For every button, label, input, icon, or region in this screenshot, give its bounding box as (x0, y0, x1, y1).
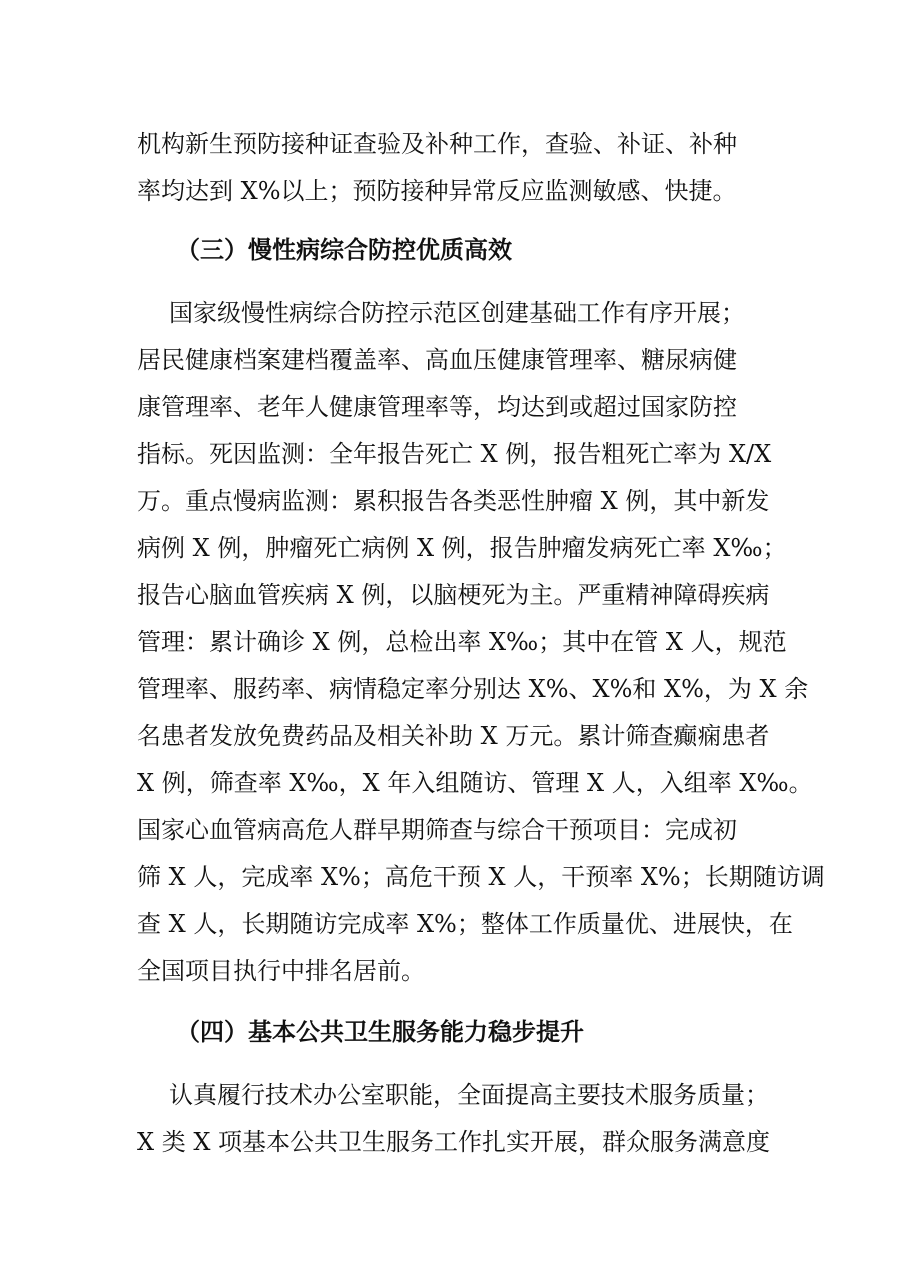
body-text-line: 国家心血管病高危人群早期筛查与综合干预项目：完成初 (137, 816, 737, 844)
body-text-line: 认真履行技术办公室职能，全面提高主要技术服务质量； (169, 1081, 769, 1109)
body-text-line: 康管理率、老年人健康管理率等，均达到或超过国家防控 (137, 393, 737, 421)
body-text-line: 率均达到 X%以上；预防接种异常反应监测敏感、快捷。 (137, 177, 737, 205)
body-text-line: 筛 X 人，完成率 X%；高危干预 X 人，干预率 X%；长期随访调 (137, 863, 825, 891)
body-text-line: 国家级慢性病综合防控示范区创建基础工作有序开展； (169, 299, 745, 327)
body-text-line: 报告心脑血管疾病 X 例，以脑梗死为主。严重精神障碍疾病 (137, 581, 770, 609)
body-text-line: 机构新生预防接种证查验及补种工作，查验、补证、补种 (137, 130, 737, 158)
body-text-line: X 例，筛查率 X‰，X 年入组随访、管理 X 人，入组率 X‰。 (137, 769, 813, 797)
body-text-line: 名患者发放免费药品及相关补助 X 万元。累计筛查癫痫患者 (137, 722, 770, 750)
body-text-line: 管理率、服药率、病情稳定率分别达 X%、X%和 X%，为 X 余 (137, 675, 809, 703)
section-heading-3: （三）慢性病综合防控优质高效 (176, 236, 512, 264)
body-text-line: 万。重点慢病监测：累积报告各类恶性肿瘤 X 例，其中新发 (137, 487, 770, 515)
section-heading-4: （四）基本公共卫生服务能力稳步提升 (176, 1018, 584, 1046)
body-text-line: 居民健康档案建档覆盖率、高血压健康管理率、糖尿病健 (137, 346, 737, 374)
body-text-line: X 类 X 项基本公共卫生服务工作扎实开展，群众服务满意度 (137, 1128, 771, 1156)
body-text-line: 管理：累计确诊 X 例，总检出率 X‰；其中在管 X 人，规范 (137, 628, 787, 656)
body-text-line: 指标。死因监测：全年报告死亡 X 例，报告粗死亡率为 X/X (137, 440, 772, 468)
body-text-line: 病例 X 例，肿瘤死亡病例 X 例，报告肿瘤发病死亡率 X‰； (137, 534, 787, 562)
body-text-line: 全国项目执行中排名居前。 (137, 957, 425, 985)
body-text-line: 查 X 人，长期随访完成率 X%；整体工作质量优、进展快，在 (137, 910, 793, 938)
